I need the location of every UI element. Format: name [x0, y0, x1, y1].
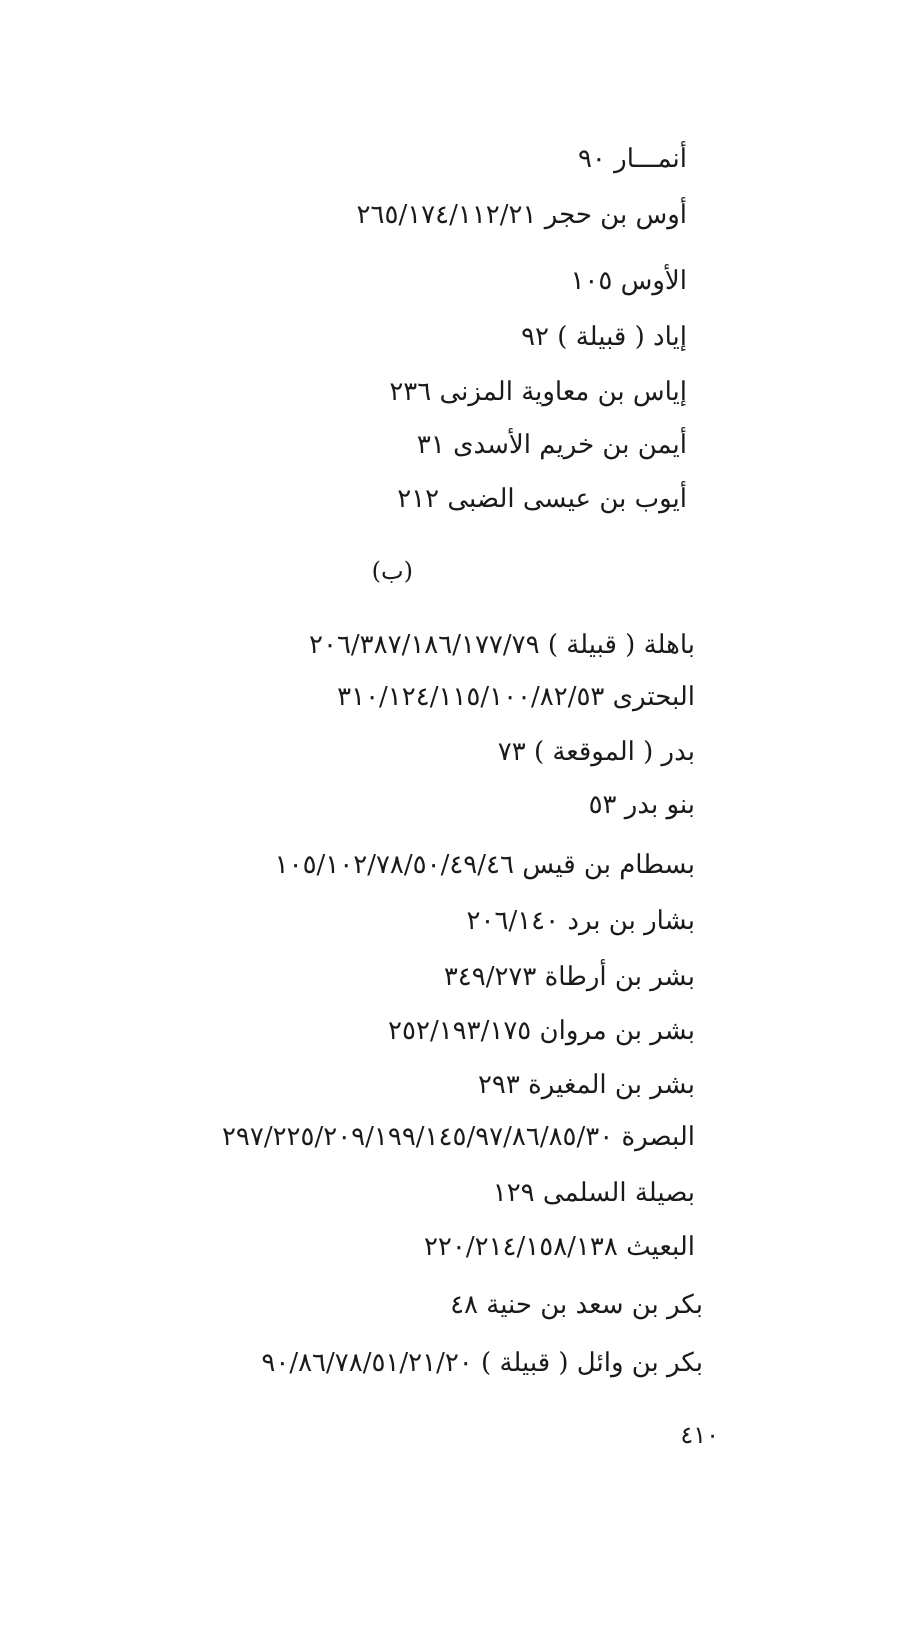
index-entry: البحترى ٣١٠/١٢٤/١١٥/١٠٠/٨٢/٥٣: [337, 682, 695, 712]
index-entry: أنمـــار ٩٠: [577, 144, 687, 174]
index-entry: بشر بن أرطاة ٣٤٩/٢٧٣: [443, 962, 695, 992]
section-heading-ba: (ب): [371, 557, 413, 585]
index-entry: أيمن بن خريم الأسدى ٣١: [416, 430, 687, 460]
index-entry: بصيلة السلمى ١٢٩: [492, 1178, 695, 1208]
index-entry: البعيث ٢٢٠/٢١٤/١٥٨/١٣٨: [423, 1232, 695, 1262]
index-entry: بكر بن سعد بن حنية ٤٨: [450, 1290, 703, 1320]
index-entry: الأوس ١٠٥: [570, 266, 687, 296]
index-entry: بسطام بن قيس ١٠٥/١٠٢/٧٨/٥٠/٤٩/٤٦: [274, 850, 695, 880]
index-entry: إياس بن معاوية المزنى ٢٣٦: [389, 377, 687, 407]
index-entry: بشر بن مروان ٢٥٢/١٩٣/١٧٥: [388, 1016, 695, 1046]
index-entry: أيوب بن عيسى الضبى ٢١٢: [397, 484, 687, 514]
index-entry: أوس بن حجر ٢٦٥/١٧٤/١١٢/٢١: [356, 200, 687, 230]
index-entry: بنو بدر ٥٣: [588, 790, 695, 820]
index-entry: بدر ( الموقعة ) ٧٣: [497, 737, 695, 767]
index-entry: بشر بن المغيرة ٢٩٣: [477, 1070, 695, 1100]
index-entry: إياد ( قبيلة ) ٩٢: [521, 322, 687, 352]
index-entry: بشار بن برد ٢٠٦/١٤٠: [466, 906, 695, 936]
index-entry: بكر بن وائل ( قبيلة ) ٩٠/٨٦/٧٨/٥١/٢١/٢٠: [261, 1348, 703, 1378]
page-number: ٤١٠: [680, 1421, 719, 1449]
index-entry: البصرة ٢٩٧/٢٢٥/٢٠٩/١٩٩/١٤٥/٩٧/٨٦/٨٥/٣٠: [221, 1122, 695, 1152]
index-entry: باهلة ( قبيلة ) ٢٠٦/٣٨٧/١٨٦/١٧٧/٧٩: [309, 630, 695, 660]
